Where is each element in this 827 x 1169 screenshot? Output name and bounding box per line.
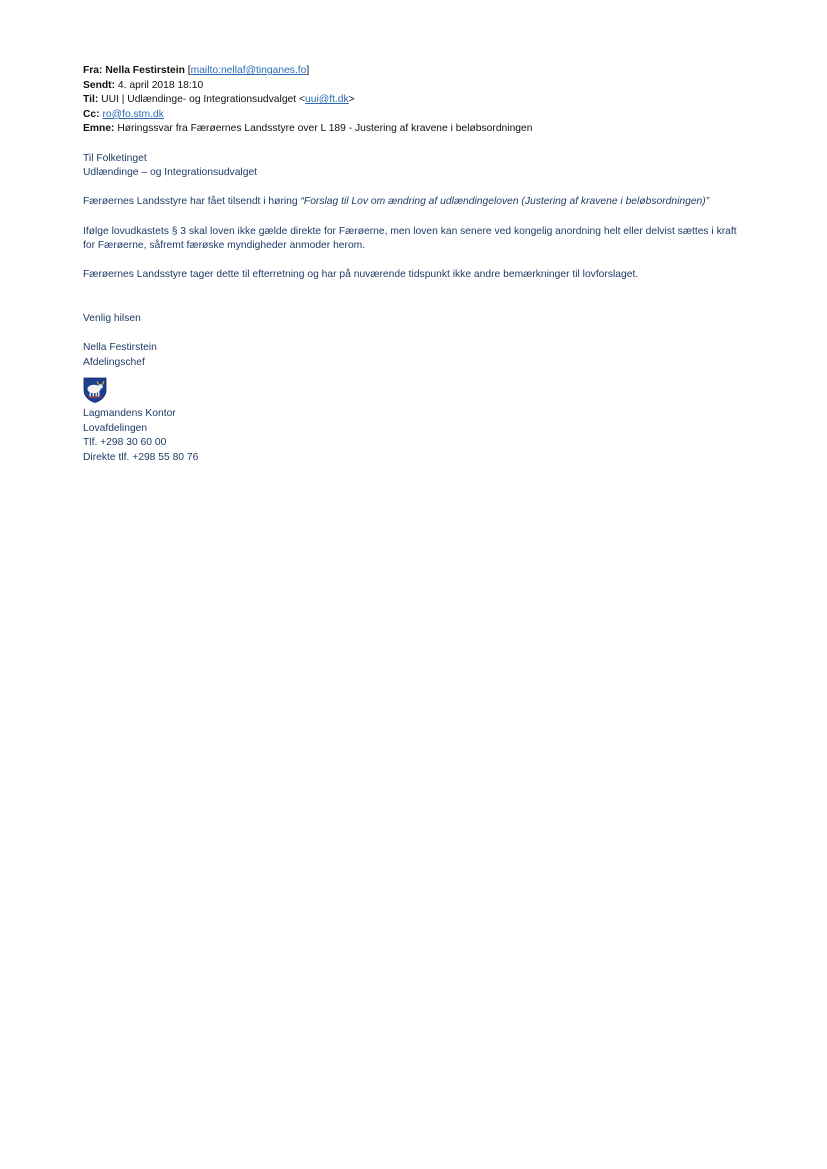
org-direct-phone: Direkte tlf. +298 55 80 76 (83, 452, 199, 464)
header-cc: Cc: ro@fo.stm.dk (83, 108, 164, 120)
signature-name: Nella Festirstein (83, 342, 157, 354)
email-header (83, 64, 793, 137)
signature-title: Afdelingschef (83, 356, 145, 368)
salutation-line-1: Til Folketinget (83, 152, 147, 164)
org-department: Lovafdelingen (83, 422, 148, 434)
header-from: Fra: Nella Festirstein [mailto:nellaf@tinganes.fo] (83, 65, 310, 76)
paragraph-section3-line2: for Færøerne, såfremt færøske myndigheder anmoder herom. (83, 240, 366, 252)
email-document (83, 64, 793, 466)
cc-email-link[interactable]: ro@fo.stm.dk (102, 108, 164, 120)
bill-title: “Forslag til Lov om ændring af udlændingeloven (Justering af kravene i beløbsordningen)” (300, 196, 710, 208)
salutation-line-2: Udlændinge – og Integrationsudvalget (83, 167, 258, 179)
header-to: Til: UUI | Udlændinge- og Integrationsudvalget <uui@ft.dk> (83, 94, 355, 106)
to-email-link[interactable]: uui@ft.dk (305, 94, 349, 106)
paragraph-no-remarks: Færøernes Landsstyre tager dette til efterretning og har på nuværende tidspunkt ikke andre bemærkninger til lovforslaget. (83, 269, 639, 281)
org-name: Lagmandens Kontor (83, 408, 176, 420)
org-phone: Tlf. +298 30 60 00 (83, 437, 167, 449)
email-body (83, 152, 793, 466)
paragraph-section3-line1: Ifølge lovudkastets § 3 skal loven ikke gælde direkte for Færøerne, men loven kan senere ved kongelig anordning helt eller delvist sættes i kraft (83, 225, 737, 237)
closing: Venlig hilsen (83, 312, 141, 324)
from-email-link[interactable]: mailto:nellaf@tinganes.fo (190, 65, 307, 76)
header-sent: Sendt: 4. april 2018 18:10 (83, 79, 204, 91)
paragraph-hearing: Færøernes Landsstyre har fået tilsendt i høring “Forslag til Lov om ændring af udlændingeloven (Justering af kravene i beløbsordningen)” (83, 196, 710, 208)
faroe-coat-of-arms-icon (83, 377, 107, 403)
header-subject: Emne: Høringssvar fra Færøernes Landsstyre over L 189 - Justering af kravene i beløbsordningen (83, 123, 533, 135)
